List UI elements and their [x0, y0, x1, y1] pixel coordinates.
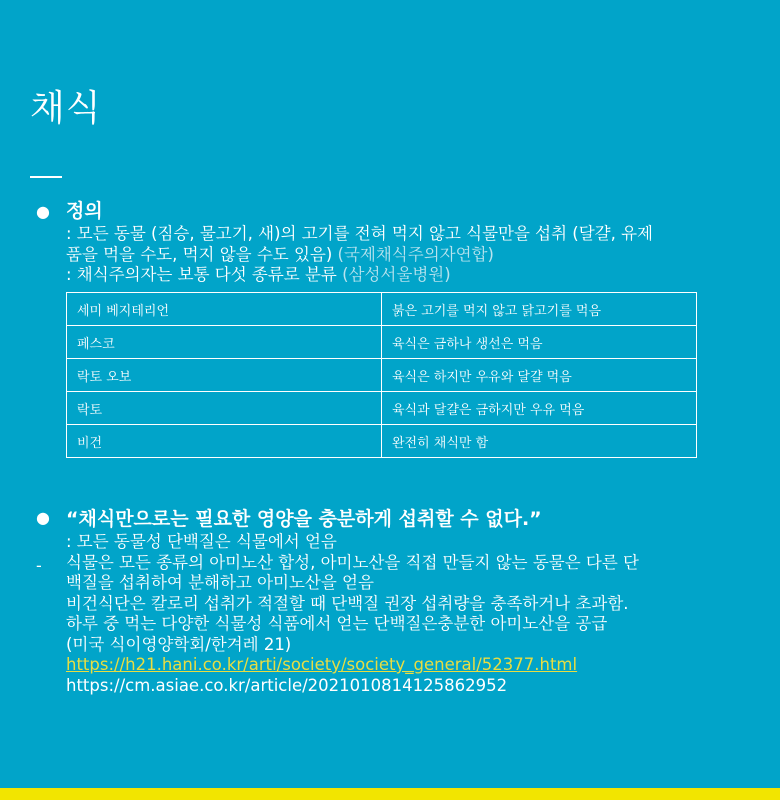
- table-cell-desc: 육식과 달걀은 금하지만 우유 먹음: [382, 392, 697, 425]
- table-cell-type: 비건: [67, 425, 382, 458]
- table-cell-type: 락토 오보: [67, 359, 382, 392]
- table-row: [67, 425, 697, 458]
- table-cell-desc: 육식은 금하나 생선은 먹음: [382, 326, 697, 359]
- definition-source: (국제채식주의자연합): [332, 244, 494, 264]
- table-cell-desc: 붉은 고기를 먹지 않고 닭고기를 먹음: [382, 293, 697, 326]
- claim-line-5: 하루 중 먹는 다양한 식물성 식품에서 얻는 단백질은충분한 아미노산을 공급: [66, 614, 608, 633]
- classify-text: : 채식주의자는 보통 다섯 종류로 분류: [66, 265, 337, 284]
- classify-line: [66, 265, 762, 286]
- table-cell-type: 세미 베지테리언: [67, 293, 382, 326]
- claim-line-3: 백질을 섭취하여 분해하고 아미노산을 얻음: [66, 573, 374, 592]
- table-cell-type: 락토: [67, 392, 382, 425]
- hani-link[interactable]: https://h21.hani.co.kr/arti/society/society_general/52377.html: [66, 655, 578, 674]
- table-row: [67, 359, 697, 392]
- claim-heading: “채식만으로는 필요한 영양을 충분하게 섭취할 수 없다.”: [66, 508, 542, 530]
- table-row: [67, 326, 697, 359]
- table-cell-type: 페스코: [67, 326, 382, 359]
- bullet-claim: ●: [36, 508, 50, 527]
- claim-line-2: 식물은 모든 종류의 아미노산 합성, 아미노산을 직접 만들지 않는 동물은 다른 단: [66, 552, 639, 572]
- title-divider: [30, 176, 62, 178]
- dash-marker: -: [36, 556, 42, 575]
- vegetarian-types-table: [66, 292, 697, 458]
- classify-source: (삼성서울병원): [336, 265, 451, 284]
- slide-title: 채식: [30, 88, 102, 129]
- bottom-accent-bar: [0, 788, 780, 800]
- definition-line-2: [66, 245, 762, 266]
- definition-line-1: : 모든 동물 (짐승, 물고기, 새)의 고기를 전혀 먹지 않고 식물만을 섭취 (달걀, 유제: [66, 224, 653, 243]
- claim-section: [66, 506, 762, 696]
- claim-line-4: 비건식단은 칼로리 섭취가 적절할 때 단백질 권장 섭취량을 충족하거나 초과함.: [66, 593, 629, 613]
- definition-line-2-text: 품을 먹을 수도, 먹지 않을 수도 있음): [66, 244, 333, 264]
- table-row: [67, 392, 697, 425]
- claim-line-1: : 모든 동물성 단백질은 식물에서 얻음: [66, 532, 337, 551]
- definition-section: [66, 198, 762, 286]
- table-row: [67, 293, 697, 326]
- definition-heading: 정의: [66, 200, 103, 222]
- table-cell-desc: 완전히 채식만 함: [382, 425, 697, 458]
- asiae-url: https://cm.asiae.co.kr/article/2021010814125862952: [66, 675, 508, 695]
- bullet-definition: ●: [36, 202, 50, 221]
- claim-source: (미국 식이영양학회/한겨레 21): [66, 634, 292, 654]
- table-cell-desc: 육식은 하지만 우유와 달걀 먹음: [382, 359, 697, 392]
